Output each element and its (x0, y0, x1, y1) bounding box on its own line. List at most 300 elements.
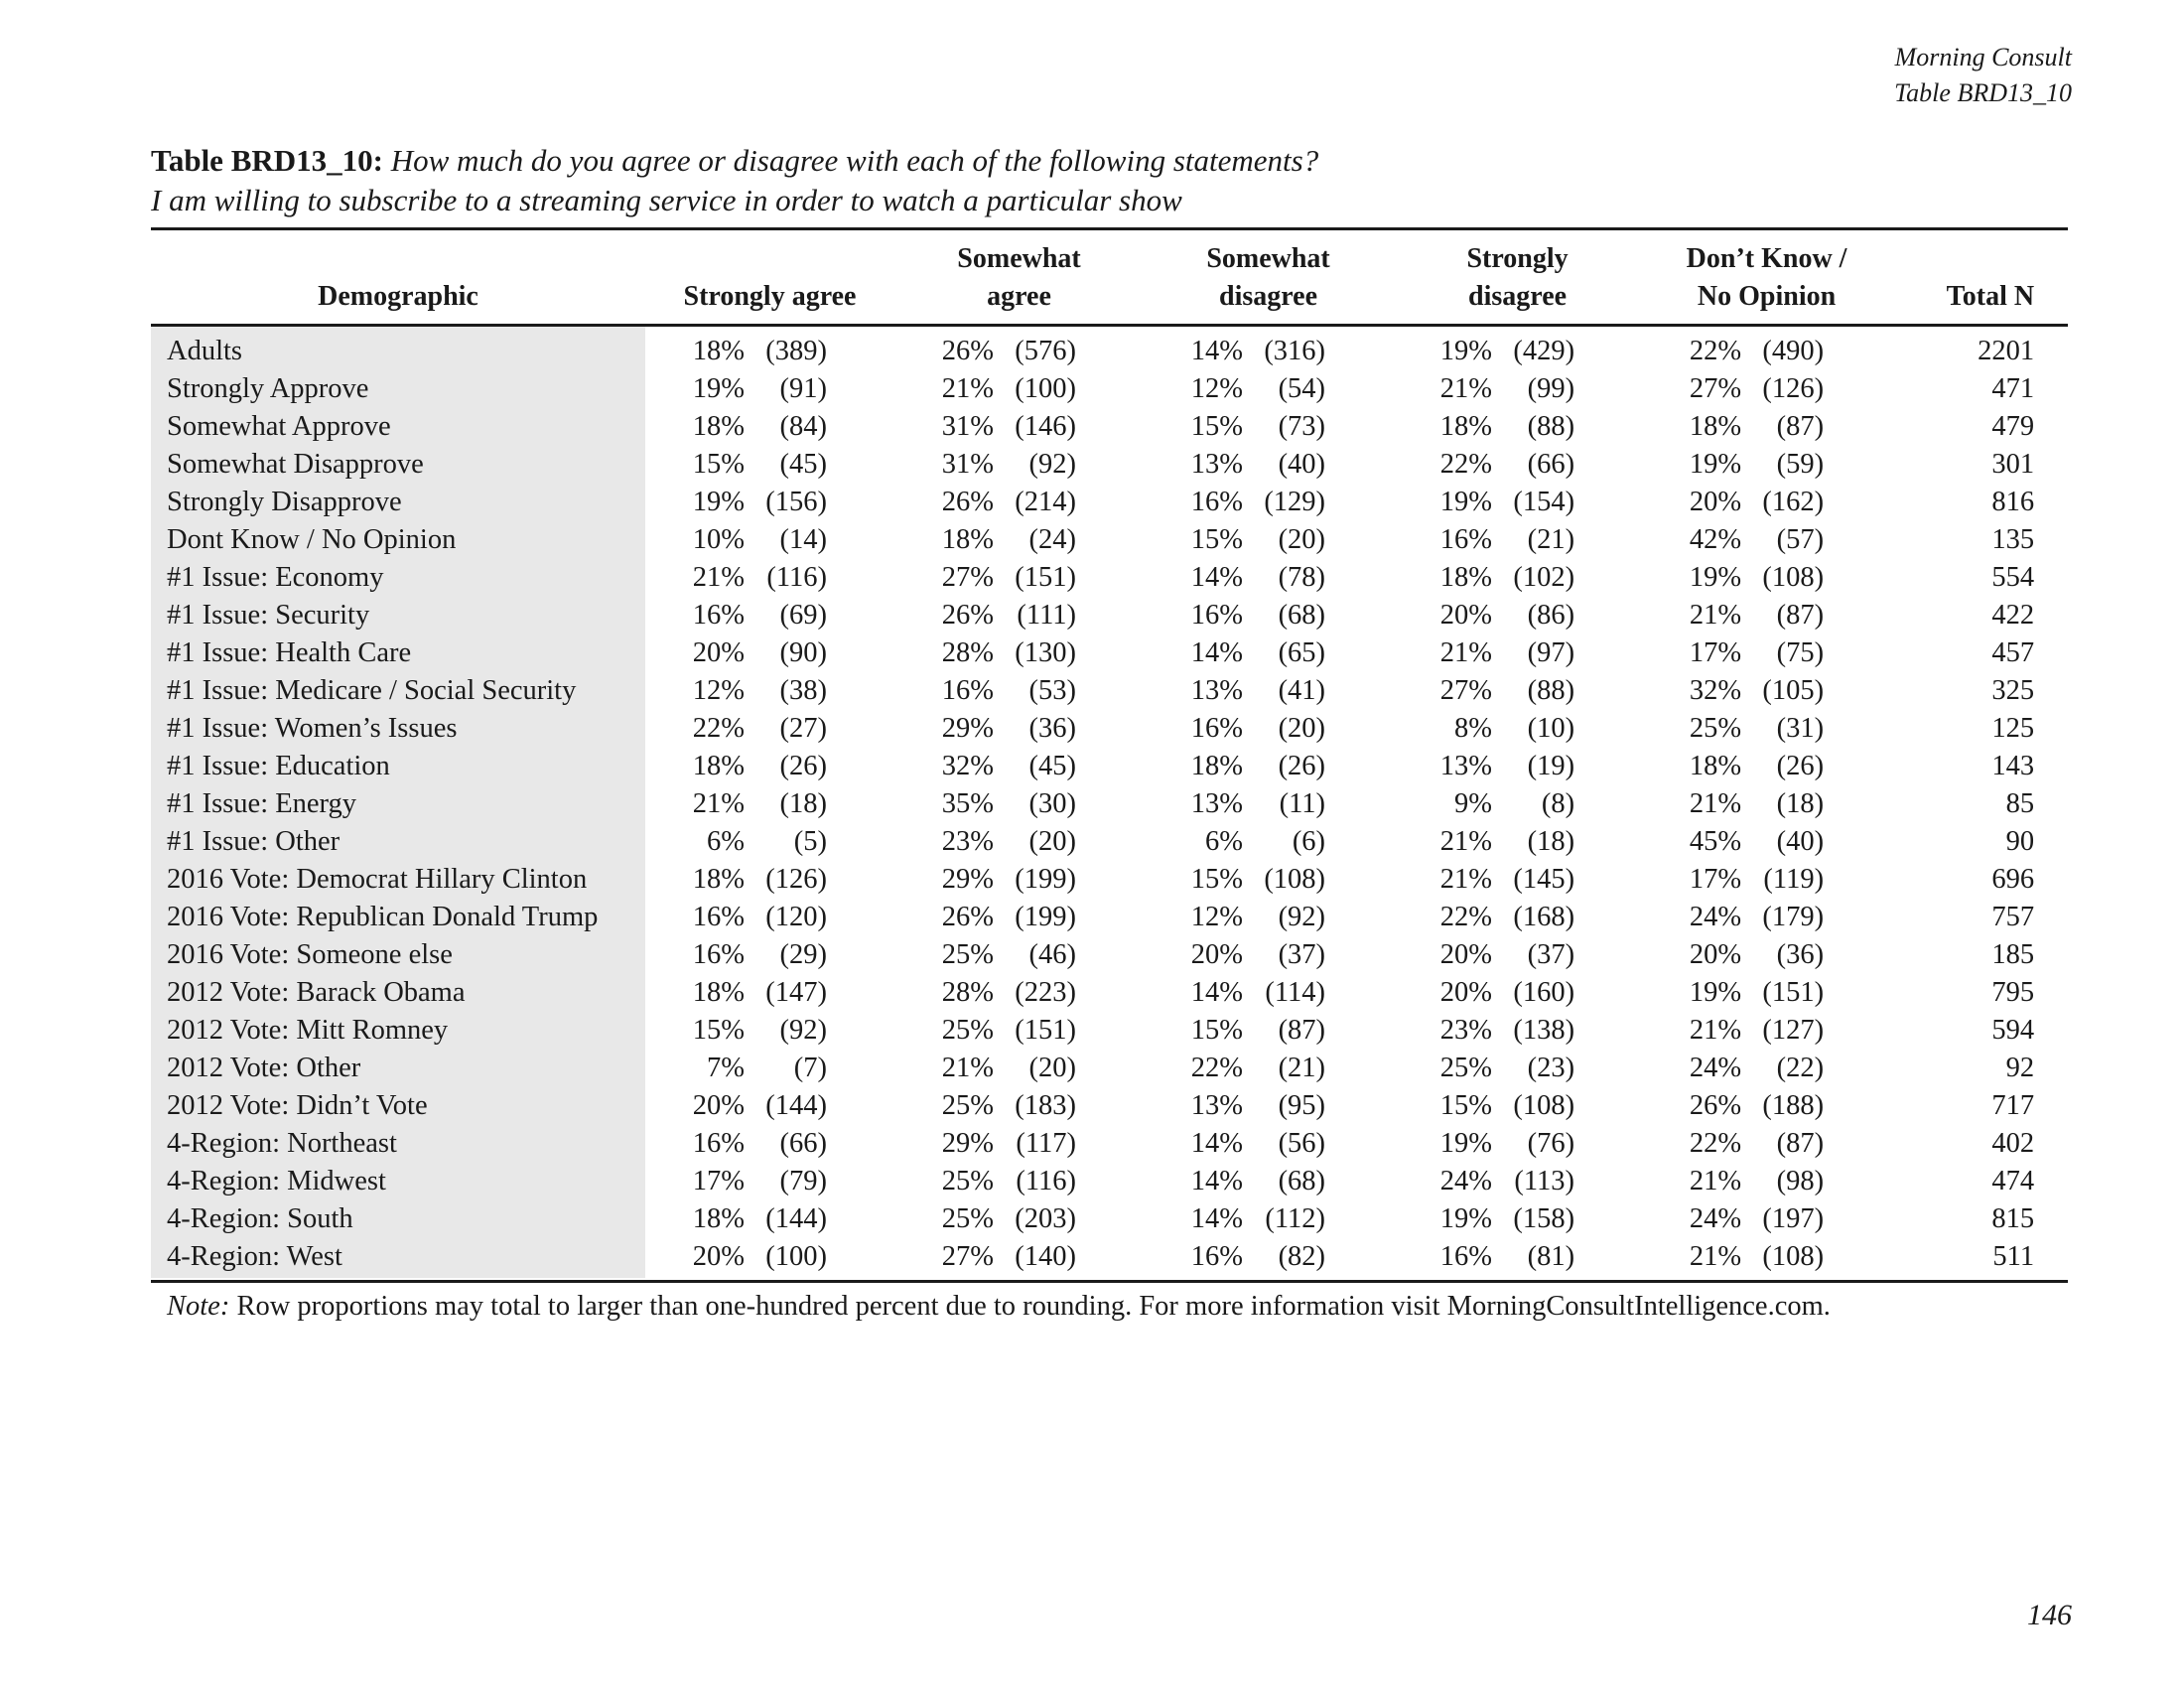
strongly-disagree-pct: 27% (1439, 675, 1493, 706)
somewhat-disagree-pct: 16% (1190, 487, 1244, 517)
dont-know-pct: 19% (1689, 449, 1742, 480)
dont-know-pct: 21% (1689, 600, 1742, 631)
total-n-cell: 795 (1991, 977, 2035, 1008)
spacer-cell (645, 326, 2068, 334)
total-n-cell: 301 (1991, 449, 2035, 480)
somewhat-disagree-pct: 15% (1190, 864, 1244, 895)
somewhat-disagree-n: (68) (1278, 1166, 1326, 1196)
strongly-agree-n: (27) (779, 713, 828, 744)
strongly-agree-pct: 17% (692, 1166, 745, 1196)
somewhat-agree-n: (151) (1015, 562, 1077, 593)
strongly-agree-n: (66) (779, 1128, 828, 1159)
table-row (151, 484, 2068, 521)
demographic-cell: 2016 Vote: Republican Donald Trump (151, 899, 645, 936)
demographic-cell: 4-Region: Northeast (151, 1125, 645, 1163)
somewhat-agree-n: (140) (1015, 1241, 1077, 1272)
dont-know-n: (126) (1762, 373, 1825, 404)
dont-know-n: (108) (1762, 562, 1825, 593)
somewhat-agree-n: (130) (1015, 637, 1077, 668)
strongly-disagree-n: (66) (1527, 449, 1575, 480)
running-header (1894, 40, 2072, 111)
demographic-cell: 2016 Vote: Someone else (151, 936, 645, 974)
strongly-agree-n: (5) (793, 826, 828, 857)
table-note (167, 1287, 1831, 1327)
somewhat-disagree-n: (73) (1278, 411, 1326, 442)
col-dont-know: Don’t Know / No Opinion (1642, 229, 1891, 326)
strongly-agree-n: (26) (779, 751, 828, 781)
somewhat-disagree-pct: 14% (1190, 336, 1244, 366)
somewhat-disagree-n: (114) (1265, 977, 1326, 1008)
dont-know-n: (87) (1776, 411, 1825, 442)
demographic-cell: Somewhat Disapprove (151, 446, 645, 484)
strongly-disagree-pct: 24% (1439, 1166, 1493, 1196)
total-n-cell: 457 (1991, 637, 2035, 668)
dont-know-n: (98) (1776, 1166, 1825, 1196)
somewhat-agree-pct: 28% (941, 977, 995, 1008)
strongly-agree-n: (69) (779, 600, 828, 631)
strongly-disagree-n: (429) (1513, 336, 1575, 366)
somewhat-agree-n: (151) (1015, 1015, 1077, 1046)
strongly-disagree-n: (102) (1513, 562, 1575, 593)
strongly-agree-n: (144) (765, 1203, 828, 1234)
somewhat-agree-pct: 35% (941, 788, 995, 819)
somewhat-agree-n: (117) (1016, 1128, 1077, 1159)
somewhat-disagree-n: (21) (1278, 1053, 1326, 1083)
strongly-disagree-pct: 20% (1439, 939, 1493, 970)
somewhat-disagree-pct: 20% (1190, 939, 1244, 970)
demographic-cell: #1 Issue: Health Care (151, 634, 645, 672)
strongly-disagree-n: (88) (1527, 675, 1575, 706)
total-n-cell: 92 (2005, 1053, 2035, 1083)
dont-know-n: (197) (1762, 1203, 1825, 1234)
strongly-disagree-n: (76) (1527, 1128, 1575, 1159)
somewhat-agree-pct: 21% (941, 1053, 995, 1083)
strongly-agree-pct: 16% (692, 1128, 745, 1159)
dont-know-pct: 21% (1689, 1015, 1742, 1046)
somewhat-disagree-n: (26) (1278, 751, 1326, 781)
strongly-disagree-pct: 19% (1439, 336, 1493, 366)
total-n-cell: 474 (1991, 1166, 2035, 1196)
strongly-disagree-n: (168) (1513, 902, 1575, 932)
dont-know-pct: 27% (1689, 373, 1742, 404)
strongly-agree-pct: 15% (692, 1015, 745, 1046)
somewhat-disagree-pct: 13% (1190, 449, 1244, 480)
demographic-cell: 4-Region: Midwest (151, 1163, 645, 1200)
table-row (151, 597, 2068, 634)
strongly-disagree-pct: 19% (1439, 487, 1493, 517)
demographic-cell: #1 Issue: Women’s Issues (151, 710, 645, 748)
dont-know-n: (162) (1762, 487, 1825, 517)
somewhat-disagree-pct: 6% (1205, 826, 1244, 857)
strongly-agree-pct: 10% (692, 524, 745, 555)
strongly-disagree-pct: 16% (1439, 524, 1493, 555)
total-n-cell: 479 (1991, 411, 2035, 442)
note-label: Note: (167, 1291, 230, 1322)
spacer-cell (151, 326, 645, 334)
somewhat-disagree-n: (41) (1278, 675, 1326, 706)
strongly-agree-pct: 12% (692, 675, 745, 706)
somewhat-agree-pct: 26% (941, 902, 995, 932)
demographic-cell: #1 Issue: Education (151, 748, 645, 785)
strongly-disagree-pct: 19% (1439, 1203, 1493, 1234)
strongly-agree-n: (14) (779, 524, 828, 555)
title-subtitle: I am willing to subscribe to a streaming service in order to watch a particular show (151, 183, 1182, 217)
demographic-cell: #1 Issue: Security (151, 597, 645, 634)
dont-know-pct: 25% (1689, 713, 1742, 744)
somewhat-agree-pct: 18% (941, 524, 995, 555)
somewhat-disagree-pct: 22% (1190, 1053, 1244, 1083)
dont-know-pct: 42% (1689, 524, 1742, 555)
somewhat-agree-n: (576) (1015, 336, 1077, 366)
strongly-disagree-n: (23) (1527, 1053, 1575, 1083)
strongly-disagree-n: (81) (1527, 1241, 1575, 1272)
dont-know-n: (36) (1776, 939, 1825, 970)
total-n-cell: 125 (1991, 713, 2035, 744)
strongly-disagree-n: (21) (1527, 524, 1575, 555)
somewhat-agree-pct: 23% (941, 826, 995, 857)
strongly-disagree-n: (8) (1541, 788, 1575, 819)
strongly-agree-pct: 18% (692, 751, 745, 781)
strongly-agree-n: (84) (779, 411, 828, 442)
strongly-disagree-pct: 19% (1439, 1128, 1493, 1159)
dont-know-pct: 21% (1689, 788, 1742, 819)
header-org: Morning Consult (1894, 43, 2072, 71)
somewhat-agree-n: (100) (1015, 373, 1077, 404)
somewhat-disagree-n: (108) (1264, 864, 1326, 895)
strongly-agree-n: (126) (765, 864, 828, 895)
somewhat-agree-n: (111) (1017, 600, 1077, 631)
somewhat-disagree-n: (11) (1279, 788, 1326, 819)
somewhat-agree-pct: 29% (941, 1128, 995, 1159)
dont-know-pct: 26% (1689, 1090, 1742, 1121)
dont-know-pct: 45% (1689, 826, 1742, 857)
col-somewhat-disagree: Somewhat disagree (1144, 229, 1393, 326)
dont-know-pct: 22% (1689, 1128, 1742, 1159)
dont-know-pct: 21% (1689, 1241, 1742, 1272)
somewhat-agree-n: (46) (1028, 939, 1077, 970)
strongly-agree-pct: 6% (707, 826, 745, 857)
strongly-agree-pct: 18% (692, 864, 745, 895)
strongly-disagree-n: (160) (1513, 977, 1575, 1008)
dont-know-n: (188) (1762, 1090, 1825, 1121)
strongly-agree-n: (7) (793, 1053, 828, 1083)
dont-know-n: (31) (1776, 713, 1825, 744)
strongly-disagree-n: (138) (1513, 1015, 1575, 1046)
table-row (151, 1238, 2068, 1278)
dont-know-pct: 17% (1689, 864, 1742, 895)
demographic-cell: #1 Issue: Economy (151, 559, 645, 597)
strongly-disagree-pct: 16% (1439, 1241, 1493, 1272)
somewhat-disagree-n: (37) (1278, 939, 1326, 970)
demographic-cell: 2016 Vote: Democrat Hillary Clinton (151, 861, 645, 899)
somewhat-agree-pct: 29% (941, 713, 995, 744)
total-n-cell: 696 (1991, 864, 2035, 895)
somewhat-agree-pct: 21% (941, 373, 995, 404)
strongly-agree-pct: 19% (692, 487, 745, 517)
strongly-agree-pct: 18% (692, 411, 745, 442)
somewhat-disagree-pct: 13% (1190, 1090, 1244, 1121)
somewhat-agree-pct: 29% (941, 864, 995, 895)
total-n-cell: 511 (1992, 1241, 2035, 1272)
somewhat-disagree-pct: 14% (1190, 1128, 1244, 1159)
table-row (151, 1012, 2068, 1050)
strongly-agree-n: (29) (779, 939, 828, 970)
somewhat-disagree-pct: 14% (1190, 1203, 1244, 1234)
strongly-agree-pct: 18% (692, 1203, 745, 1234)
somewhat-disagree-n: (6) (1292, 826, 1326, 857)
demographic-cell: Strongly Disapprove (151, 484, 645, 521)
demographic-cell: #1 Issue: Medicare / Social Security (151, 672, 645, 710)
dont-know-n: (108) (1762, 1241, 1825, 1272)
strongly-agree-pct: 16% (692, 600, 745, 631)
total-n-cell: 554 (1991, 562, 2035, 593)
demographic-cell: 2012 Vote: Didn’t Vote (151, 1087, 645, 1125)
strongly-agree-n: (120) (765, 902, 828, 932)
table-title (151, 141, 2067, 220)
dont-know-n: (57) (1776, 524, 1825, 555)
somewhat-agree-pct: 25% (941, 1090, 995, 1121)
somewhat-disagree-pct: 14% (1190, 562, 1244, 593)
dont-know-n: (179) (1762, 902, 1825, 932)
strongly-agree-pct: 7% (707, 1053, 745, 1083)
strongly-disagree-pct: 21% (1439, 637, 1493, 668)
table-row (151, 861, 2068, 899)
strongly-agree-pct: 20% (692, 1241, 745, 1272)
somewhat-disagree-n: (54) (1278, 373, 1326, 404)
table-row (151, 333, 2068, 370)
somewhat-disagree-n: (56) (1278, 1128, 1326, 1159)
total-n-cell: 85 (2005, 788, 2035, 819)
somewhat-disagree-pct: 16% (1190, 1241, 1244, 1272)
somewhat-agree-pct: 25% (941, 1166, 995, 1196)
strongly-agree-pct: 18% (692, 336, 745, 366)
col-somewhat-agree: Somewhat agree (894, 229, 1144, 326)
strongly-disagree-pct: 21% (1439, 826, 1493, 857)
table-row (151, 1125, 2068, 1163)
somewhat-agree-pct: 28% (941, 637, 995, 668)
strongly-agree-pct: 16% (692, 939, 745, 970)
somewhat-agree-pct: 16% (941, 675, 995, 706)
dont-know-pct: 24% (1689, 902, 1742, 932)
somewhat-agree-n: (183) (1015, 1090, 1077, 1121)
demographic-cell: 2012 Vote: Barack Obama (151, 974, 645, 1012)
total-n-cell: 90 (2005, 826, 2035, 857)
strongly-disagree-n: (18) (1527, 826, 1575, 857)
dont-know-pct: 18% (1689, 411, 1742, 442)
demographic-cell: #1 Issue: Energy (151, 785, 645, 823)
total-n-cell: 185 (1991, 939, 2035, 970)
strongly-agree-n: (79) (779, 1166, 828, 1196)
strongly-agree-n: (100) (765, 1241, 828, 1272)
total-n-cell: 422 (1991, 600, 2035, 631)
strongly-disagree-n: (86) (1527, 600, 1575, 631)
col-strongly-agree: Strongly agree (645, 229, 894, 326)
demographic-cell: Dont Know / No Opinion (151, 521, 645, 559)
strongly-agree-n: (147) (765, 977, 828, 1008)
somewhat-agree-pct: 25% (941, 1203, 995, 1234)
table-row (151, 974, 2068, 1012)
strongly-agree-n: (156) (765, 487, 828, 517)
somewhat-disagree-pct: 14% (1190, 637, 1244, 668)
dont-know-n: (18) (1776, 788, 1825, 819)
strongly-disagree-pct: 9% (1454, 788, 1493, 819)
somewhat-agree-n: (92) (1028, 449, 1077, 480)
total-n-cell: 816 (1991, 487, 2035, 517)
strongly-disagree-n: (145) (1513, 864, 1575, 895)
dont-know-n: (151) (1762, 977, 1825, 1008)
dont-know-n: (40) (1776, 826, 1825, 857)
somewhat-disagree-n: (112) (1265, 1203, 1326, 1234)
demographic-cell: Somewhat Approve (151, 408, 645, 446)
somewhat-agree-n: (36) (1028, 713, 1077, 744)
strongly-agree-n: (389) (765, 336, 828, 366)
strongly-disagree-n: (97) (1527, 637, 1575, 668)
total-n-cell: 471 (1991, 373, 2035, 404)
dont-know-pct: 21% (1689, 1166, 1742, 1196)
total-n-cell: 594 (1991, 1015, 2035, 1046)
table-row (151, 634, 2068, 672)
demographic-cell: 4-Region: West (151, 1238, 645, 1278)
somewhat-agree-n: (223) (1015, 977, 1077, 1008)
crosstab-table (151, 227, 2068, 1278)
header-table-id: Table BRD13_10 (1894, 78, 2072, 107)
somewhat-agree-n: (45) (1028, 751, 1077, 781)
somewhat-agree-pct: 26% (941, 600, 995, 631)
somewhat-disagree-n: (129) (1264, 487, 1326, 517)
total-n-cell: 135 (1991, 524, 2035, 555)
somewhat-disagree-n: (87) (1278, 1015, 1326, 1046)
table-row (151, 1050, 2068, 1087)
table-row (151, 446, 2068, 484)
somewhat-agree-pct: 25% (941, 1015, 995, 1046)
total-n-cell: 815 (1991, 1203, 2035, 1234)
somewhat-disagree-n: (20) (1278, 713, 1326, 744)
table-row (151, 559, 2068, 597)
dont-know-n: (26) (1776, 751, 1825, 781)
strongly-disagree-pct: 22% (1439, 902, 1493, 932)
strongly-agree-n: (18) (779, 788, 828, 819)
strongly-agree-n: (116) (766, 562, 828, 593)
note-text: Row proportions may total to larger than one-hundred percent due to rounding. For more information visit MorningConsultIntelligence.com. (236, 1291, 1831, 1322)
somewhat-agree-pct: 31% (941, 449, 995, 480)
table-row (151, 1200, 2068, 1238)
total-n-cell: 143 (1991, 751, 2035, 781)
total-n-cell: 717 (1991, 1090, 2035, 1121)
demographic-cell: Strongly Approve (151, 370, 645, 408)
somewhat-disagree-n: (95) (1278, 1090, 1326, 1121)
table-row (151, 823, 2068, 861)
title-label: Table BRD13_10: (151, 143, 383, 178)
somewhat-disagree-pct: 16% (1190, 713, 1244, 744)
somewhat-disagree-pct: 14% (1190, 1166, 1244, 1196)
dont-know-n: (105) (1762, 675, 1825, 706)
strongly-disagree-n: (154) (1513, 487, 1575, 517)
somewhat-disagree-pct: 12% (1190, 902, 1244, 932)
demographic-cell: 2012 Vote: Other (151, 1050, 645, 1087)
strongly-agree-pct: 22% (692, 713, 745, 744)
strongly-agree-pct: 15% (692, 449, 745, 480)
strongly-agree-pct: 19% (692, 373, 745, 404)
table-row (151, 1087, 2068, 1125)
strongly-disagree-n: (99) (1527, 373, 1575, 404)
somewhat-agree-n: (116) (1016, 1166, 1077, 1196)
dont-know-pct: 20% (1689, 487, 1742, 517)
table-bottom-rule (151, 1280, 2068, 1283)
table-row (151, 1163, 2068, 1200)
strongly-agree-pct: 20% (692, 1090, 745, 1121)
strongly-agree-pct: 20% (692, 637, 745, 668)
dont-know-pct: 22% (1689, 336, 1742, 366)
strongly-agree-n: (91) (779, 373, 828, 404)
strongly-agree-n: (38) (779, 675, 828, 706)
dont-know-pct: 18% (1689, 751, 1742, 781)
title-question: How much do you agree or disagree with each of the following statements? (390, 143, 1319, 178)
dont-know-n: (119) (1763, 864, 1825, 895)
strongly-agree-pct: 21% (692, 562, 745, 593)
strongly-disagree-pct: 22% (1439, 449, 1493, 480)
somewhat-disagree-pct: 18% (1190, 751, 1244, 781)
somewhat-agree-n: (53) (1028, 675, 1077, 706)
strongly-disagree-pct: 8% (1454, 713, 1493, 744)
col-demographic: Demographic (151, 229, 645, 326)
somewhat-disagree-pct: 15% (1190, 1015, 1244, 1046)
somewhat-disagree-pct: 15% (1190, 524, 1244, 555)
demographic-cell: 2012 Vote: Mitt Romney (151, 1012, 645, 1050)
table-row (151, 370, 2068, 408)
dont-know-pct: 20% (1689, 939, 1742, 970)
somewhat-disagree-n: (82) (1278, 1241, 1326, 1272)
table-spacer-row (151, 326, 2068, 334)
dont-know-n: (59) (1776, 449, 1825, 480)
strongly-disagree-pct: 25% (1439, 1053, 1493, 1083)
somewhat-disagree-n: (92) (1278, 902, 1326, 932)
somewhat-disagree-pct: 16% (1190, 600, 1244, 631)
strongly-disagree-pct: 18% (1439, 411, 1493, 442)
dont-know-pct: 19% (1689, 977, 1742, 1008)
strongly-disagree-pct: 23% (1439, 1015, 1493, 1046)
strongly-agree-n: (92) (779, 1015, 828, 1046)
strongly-disagree-n: (108) (1513, 1090, 1575, 1121)
somewhat-agree-n: (214) (1015, 487, 1077, 517)
strongly-disagree-pct: 20% (1439, 977, 1493, 1008)
table-row (151, 899, 2068, 936)
strongly-disagree-pct: 20% (1439, 600, 1493, 631)
somewhat-agree-pct: 26% (941, 487, 995, 517)
somewhat-disagree-pct: 14% (1190, 977, 1244, 1008)
strongly-disagree-n: (10) (1527, 713, 1575, 744)
somewhat-disagree-pct: 13% (1190, 788, 1244, 819)
table-row (151, 710, 2068, 748)
dont-know-n: (127) (1762, 1015, 1825, 1046)
total-n-cell: 325 (1991, 675, 2035, 706)
strongly-disagree-n: (19) (1527, 751, 1575, 781)
demographic-cell: Adults (151, 333, 645, 370)
dont-know-n: (22) (1776, 1053, 1825, 1083)
strongly-agree-pct: 21% (692, 788, 745, 819)
somewhat-agree-pct: 26% (941, 336, 995, 366)
strongly-disagree-pct: 15% (1439, 1090, 1493, 1121)
somewhat-agree-pct: 31% (941, 411, 995, 442)
somewhat-agree-n: (24) (1028, 524, 1077, 555)
strongly-agree-pct: 18% (692, 977, 745, 1008)
strongly-disagree-n: (37) (1527, 939, 1575, 970)
col-strongly-disagree: Strongly disagree (1393, 229, 1642, 326)
somewhat-agree-pct: 27% (941, 1241, 995, 1272)
strongly-disagree-n: (88) (1527, 411, 1575, 442)
table-row (151, 521, 2068, 559)
strongly-disagree-pct: 21% (1439, 864, 1493, 895)
strongly-agree-n: (144) (765, 1090, 828, 1121)
